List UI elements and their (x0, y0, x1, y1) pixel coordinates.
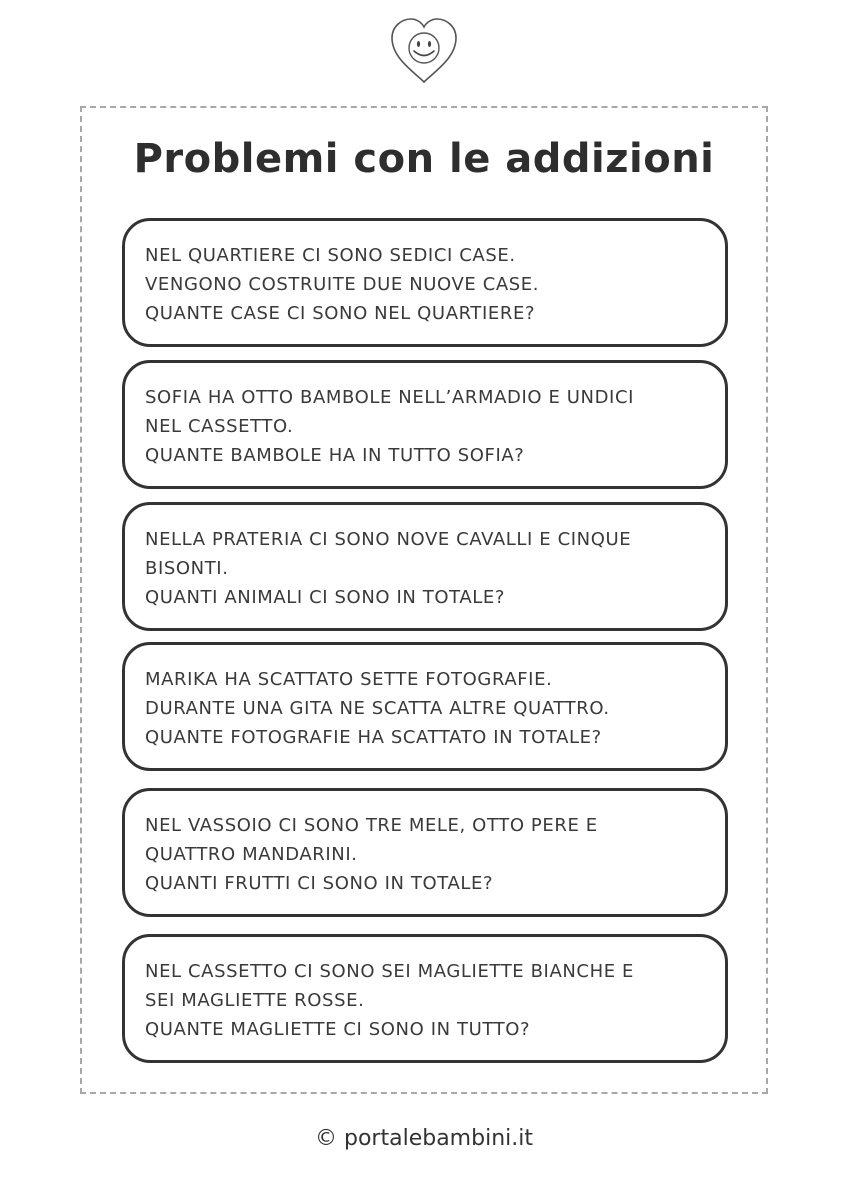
problem-line: QUANTI ANIMALI CI SONO IN TOTALE? (145, 587, 506, 608)
problem-line: QUANTE MAGLIETTE CI SONO IN TUTTO? (145, 1019, 531, 1040)
problem-line: DURANTE UNA GITA NE SCATTA ALTRE QUATTRO. (145, 698, 610, 719)
copyright-footer: © portalebambini.it (315, 1126, 533, 1151)
problem-box-6 (122, 934, 728, 1063)
problem-box-4 (122, 642, 728, 771)
problem-line: QUANTE FOTOGRAFIE HA SCATTATO IN TOTALE? (145, 727, 602, 748)
worksheet-frame (80, 106, 768, 1094)
problem-line: MARIKA HA SCATTATO SETTE FOTOGRAFIE. (145, 669, 553, 690)
problem-line: NEL CASSETTO CI SONO SEI MAGLIETTE BIANCHE E (145, 961, 634, 982)
problem-box-5 (122, 788, 728, 917)
problem-line: NELLA PRATERIA CI SONO NOVE CAVALLI E CINQUE (145, 529, 632, 550)
problem-box-1 (122, 218, 728, 347)
problem-line: QUANTE BAMBOLE HA IN TUTTO SOFIA? (145, 445, 525, 466)
problem-box-3 (122, 502, 728, 631)
problem-line: SEI MAGLIETTE ROSSE. (145, 990, 365, 1011)
problem-line: NEL QUARTIERE CI SONO SEDICI CASE. (145, 245, 516, 266)
problem-line: BISONTI. (145, 558, 229, 579)
smiling-heart-logo-icon (388, 16, 460, 88)
problem-line: SOFIA HA OTTO BAMBOLE NELL’ARMADIO E UNDICI (145, 387, 635, 408)
problem-line: NEL CASSETTO. (145, 416, 294, 437)
problem-line: QUATTRO MANDARINI. (145, 844, 358, 865)
problem-line: QUANTI FRUTTI CI SONO IN TOTALE? (145, 873, 494, 894)
problem-line: VENGONO COSTRUITE DUE NUOVE CASE. (145, 274, 540, 295)
problem-line: NEL VASSOIO CI SONO TRE MELE, OTTO PERE E (145, 815, 598, 836)
problem-line: QUANTE CASE CI SONO NEL QUARTIERE? (145, 303, 536, 324)
page-title: Problemi con le addizioni (133, 136, 715, 182)
problem-box-2 (122, 360, 728, 489)
